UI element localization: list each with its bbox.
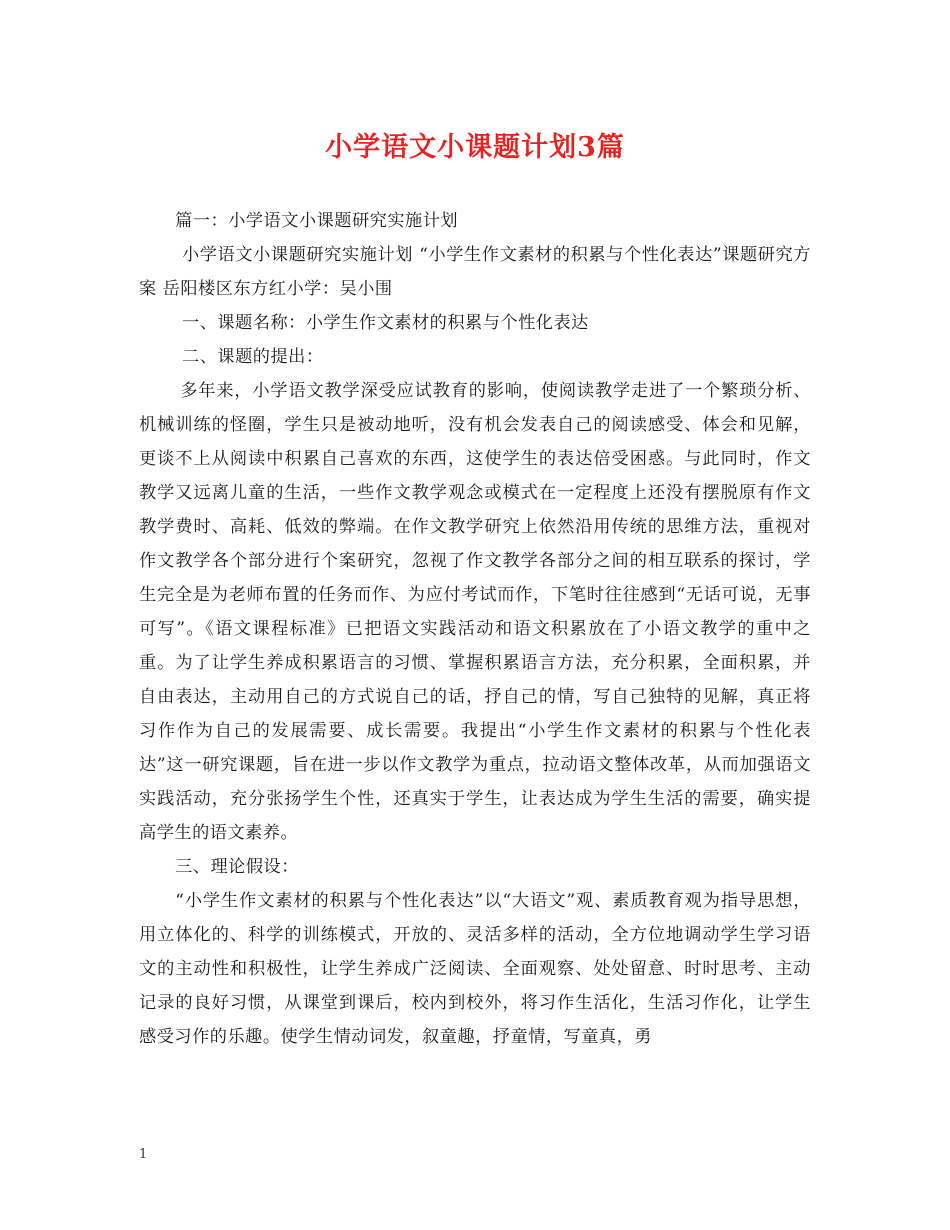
document-title: 小学语文小课题计划3篇 — [325, 132, 625, 163]
section-heading-hypothesis: 三、理论假设： — [175, 857, 299, 877]
project-plan-intro-paragraph: 小学语文小课题研究实施计划 “小学生作文素材的积累与个性化表达”课题研究方案 岳阳楼区东方红小学：吴小围 — [139, 245, 811, 299]
hypothesis-paragraph: “小学生作文素材的积累与个性化表达”以“大语文”观、素质教育观为指导思想，用立体化的、科学的训练模式，开放的、灵活多样的活动，全方位地调动学生学习语文的主动性和积极性，让学生养成广泛阅读、全面观察、处处留意、时时思考、主动记录的良好习惯，从课堂到课后，校内到校外，将习作生活化，生活习作化，让学生感受习作的乐趣。使学生情动词发，叙童趣，抒童情，写童真，勇 — [139, 891, 811, 1047]
section-heading-part-one: 篇一：小学语文小课题研究实施计划 — [175, 211, 459, 231]
document-body — [139, 204, 811, 1054]
page-number: 1 — [139, 1147, 148, 1162]
section-heading-proposal: 二、课题的提出： — [182, 347, 324, 367]
proposal-paragraph: 多年来，小学语文教学深受应试教育的影响，使阅读教学走进了一个繁琐分析、机械训练的怪圈，学生只是被动地听，没有机会发表自己的阅读感受、体会和见解，更谈不上从阅读中积累自己喜欢的东西，这使学生的表达倍受困惑。与此同时，作文教学又远离儿童的生活，一些作文教学观念或模式在一定程度上还没有摆脱原有作文教学费时、高耗、低效的弊端。在作文教学研究上依然沿用传统的思维方法，重视对作文教学各个部分进行个案研究，忽视了作文教学各部分之间的相互联系的探讨，学生完全是为老师布置的任务而作、为应付考试而作，下笔时往往感到“无话可说，无事可写”。《语文课程标准》已把语文实践活动和语文积累放在了小语文教学的重中之重。为了让学生养成积累语言的习惯、掌握积累语言方法，充分积累，全面积累，并自由表达，主动用自己的方式说自己的话，抒自己的情，写自己独特的见解，真正将习作作为自己的发展需要、成长需要。我提出“小学生作文素材的积累与个性化表达”这一研究课题，旨在进一步以作文教学为重点，拉动语文整体改革，从而加强语文实践活动，充分张扬学生个性，还真实于学生，让表达成为学生生活的需要，确实提高学生的语文素养。 — [139, 381, 811, 843]
section-heading-topic-name: 一、课题名称：小学生作文素材的积累与个性化表达 — [182, 313, 589, 333]
